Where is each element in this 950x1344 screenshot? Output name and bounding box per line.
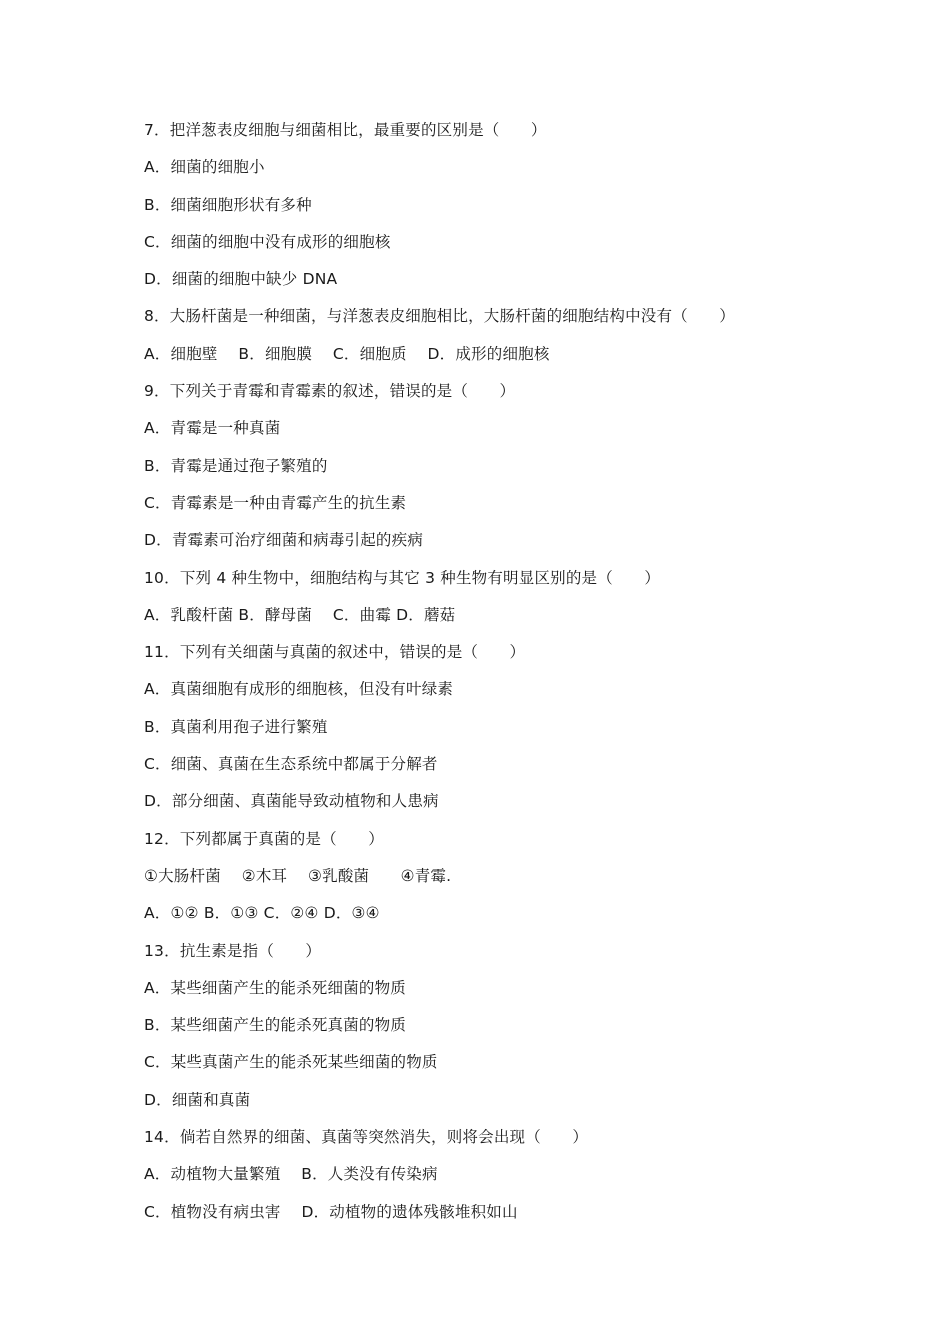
question-13-option-b: B．某些细菌产生的能杀死真菌的物质	[144, 1016, 407, 1035]
question-list	[144, 112, 824, 1231]
question-9-option-b: B．青霉是通过孢子繁殖的	[144, 456, 328, 475]
question-12-options: A．①② B．①③ C．②④ D．③④	[144, 904, 380, 923]
question-9-option-a: A．青霉是一种真菌	[144, 419, 281, 438]
question-11-option-b: B．真菌利用孢子进行繁殖	[144, 717, 328, 736]
question-10-options: A．乳酸杆菌 B．酵母菌 C．曲霉 D．蘑菇	[144, 605, 456, 624]
question-13-stem: 13．抗生素是指（ ）	[144, 941, 322, 960]
question-13-option-d: D．细菌和真菌	[144, 1090, 251, 1109]
question-8-stem: 8．大肠杆菌是一种细菌，与洋葱表皮细胞相比，大肠杆菌的细胞结构中没有（ ）	[144, 307, 735, 326]
question-9-option-d: D．青霉素可治疗细菌和病毒引起的疾病	[144, 531, 424, 550]
question-12-items: ①大肠杆菌 ②木耳 ③乳酸菌 ④青霉.	[144, 866, 452, 885]
question-13-option-c: C．某些真菌产生的能杀死某些细菌的物质	[144, 1053, 438, 1072]
question-11-option-d: D．部分细菌、真菌能导致动植物和人患病	[144, 792, 439, 811]
question-11-option-a: A．真菌细胞有成形的细胞核，但没有叶绿素	[144, 680, 454, 699]
question-11-stem: 11．下列有关细菌与真菌的叙述中，错误的是（ ）	[144, 643, 526, 662]
question-9-option-c: C．青霉素是一种由青霉产生的抗生素	[144, 493, 407, 512]
question-14-options-ab: A．动植物大量繁殖 B．人类没有传染病	[144, 1165, 438, 1184]
question-12-stem: 12．下列都属于真菌的是（ ）	[144, 829, 384, 848]
question-7-option-d: D．细菌的细胞中缺少 DNA	[144, 270, 338, 289]
question-7-option-a: A．细菌的细胞小	[144, 158, 265, 177]
question-14-stem: 14．倘若自然界的细菌、真菌等突然消失，则将会出现（ ）	[144, 1128, 589, 1147]
question-7-stem: 7．把洋葱表皮细胞与细菌相比，最重要的区别是（ ）	[144, 121, 547, 139]
question-8-options: A．细胞壁 B．细胞膜 C．细胞质 D．成形的细胞核	[144, 344, 550, 363]
question-7-option-b: B．细菌细胞形状有多种	[144, 195, 312, 214]
question-10-stem: 10．下列 4 种生物中，细胞结构与其它 3 种生物有明显区别的是（ ）	[144, 568, 661, 587]
question-9-stem: 9．下列关于青霉和青霉素的叙述，错误的是（ ）	[144, 382, 516, 401]
question-13-option-a: A．某些细菌产生的能杀死细菌的物质	[144, 978, 407, 997]
question-7-option-c: C．细菌的细胞中没有成形的细胞核	[144, 232, 391, 251]
question-11-option-c: C．细菌、真菌在生态系统中都属于分解者	[144, 755, 438, 774]
question-14-options-cd: C．植物没有病虫害 D．动植物的遗体残骸堆积如山	[144, 1202, 518, 1221]
